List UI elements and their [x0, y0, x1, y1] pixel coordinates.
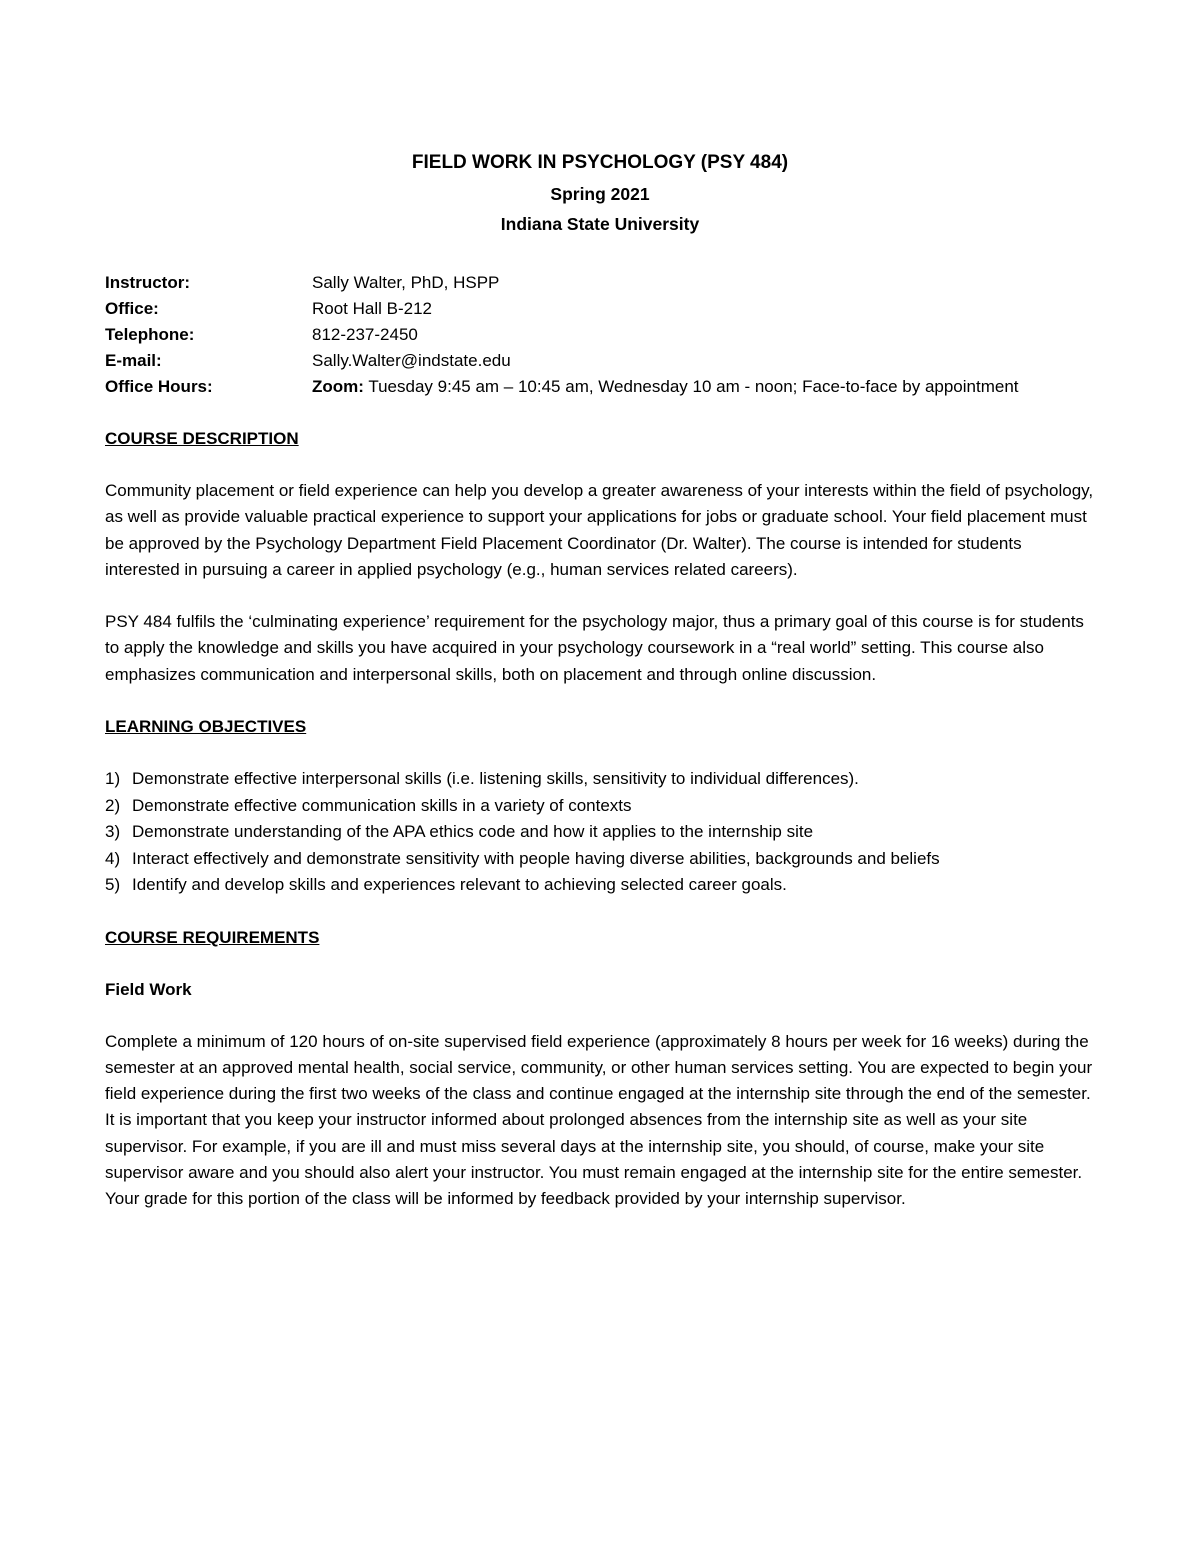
info-row-office-hours: [105, 374, 1095, 400]
info-row-telephone: [105, 322, 1095, 348]
document-page: [105, 147, 1095, 1213]
list-item: [105, 819, 1095, 846]
school-name: Indiana State University: [500, 214, 700, 234]
course-requirements-heading: COURSE REQUIREMENTS: [105, 927, 320, 947]
office-label: Office:: [105, 299, 159, 318]
description-paragraph-1: Community placement or field experience can help you develop a greater awareness of your interests within the field of psychology, as well as provide valuable practical experience to support your applications for jobs or graduate school. Your field placement must be approved by the Psychology Department Field Placement Coordinator (Dr. Walter). The course is intended for students interested in pursuing a career in applied psychology (e.g., human services related careers).: [105, 481, 1094, 579]
list-item: [105, 793, 1095, 820]
field-work-paragraph: Complete a minimum of 120 hours of on-site supervised field experience (approximately 8 hours per week for 16 weeks) during the semester at an approved mental health, social service, community, or other human services setting. You are expected to begin your field experience during the first two weeks of the class and continue engaged at the internship site through the end of the semester. It is important that you keep your instructor informed about prolonged absences from the internship site as well as your site supervisor. For example, if you are ill and must miss several days at the internship site, you should, of course, make your site supervisor aware and you should also alert your instructor. You must remain engaged at the internship site for the entire semester. Your grade for this portion of the class will be informed by feedback provided by your internship supervisor.: [105, 1031, 1093, 1209]
office-hours-text: Tuesday 9:45 am – 10:45 am, Wednesday 10 am - noon; Face-to-face by appointment: [363, 377, 1019, 396]
info-row-email: [105, 348, 1095, 374]
list-item: [105, 872, 1095, 899]
description-paragraph-2: PSY 484 fulfils the ‘culminating experience’ requirement for the psychology major, thus a primary goal of this course is for students to apply the knowledge and skills you have acquired in your psychology coursework in a “real world” setting. This course also emphasizes communication and interpersonal skills, both on placement and through online discussion.: [105, 612, 1084, 684]
course-title: FIELD WORK IN PSYCHOLOGY (PSY 484): [411, 152, 789, 173]
telephone-value: 812-237-2450: [312, 325, 418, 344]
item-text: Identify and develop skills and experiences relevant to achieving selected career goals.: [132, 875, 787, 895]
office-hours-value: [312, 374, 1095, 400]
office-value: Root Hall B-212: [312, 299, 433, 318]
title-block: [105, 147, 1095, 239]
list-item: [105, 846, 1095, 873]
field-work-heading: Field Work: [105, 979, 192, 999]
email-label: E-mail:: [105, 351, 162, 370]
email-value: Sally.Walter@indstate.edu: [312, 351, 511, 370]
item-text: Demonstrate effective interpersonal skills (i.e. listening skills, sensitivity to individual differences).: [132, 769, 859, 789]
telephone-label: Telephone:: [105, 325, 195, 344]
item-text: Demonstrate effective communication skills in a variety of contexts: [132, 795, 632, 815]
zoom-label: Zoom:: [312, 377, 364, 396]
course-description-heading: COURSE DESCRIPTION: [105, 429, 299, 448]
office-hours-label: Office Hours:: [105, 377, 213, 396]
instructor-label: Instructor:: [105, 273, 190, 292]
item-text: Interact effectively and demonstrate sensitivity with people having diverse abilities, backgrounds and beliefs: [132, 848, 940, 868]
item-number: 5): [105, 875, 121, 895]
instructor-value: Sally Walter, PhD, HSPP: [312, 273, 500, 292]
item-number: 4): [105, 848, 121, 868]
item-number: 1): [105, 769, 121, 789]
item-text: Demonstrate understanding of the APA ethics code and how it applies to the internship site: [132, 822, 814, 842]
info-row-office: [105, 296, 1095, 322]
learning-objectives-heading: LEARNING OBJECTIVES: [105, 717, 307, 737]
item-number: 3): [105, 822, 121, 842]
instructor-info: [105, 270, 1095, 400]
list-item: [105, 766, 1095, 793]
course-term: Spring 2021: [550, 184, 650, 204]
info-row-instructor: [105, 270, 1095, 296]
objectives-list: [105, 766, 1095, 899]
item-number: 2): [105, 795, 121, 815]
